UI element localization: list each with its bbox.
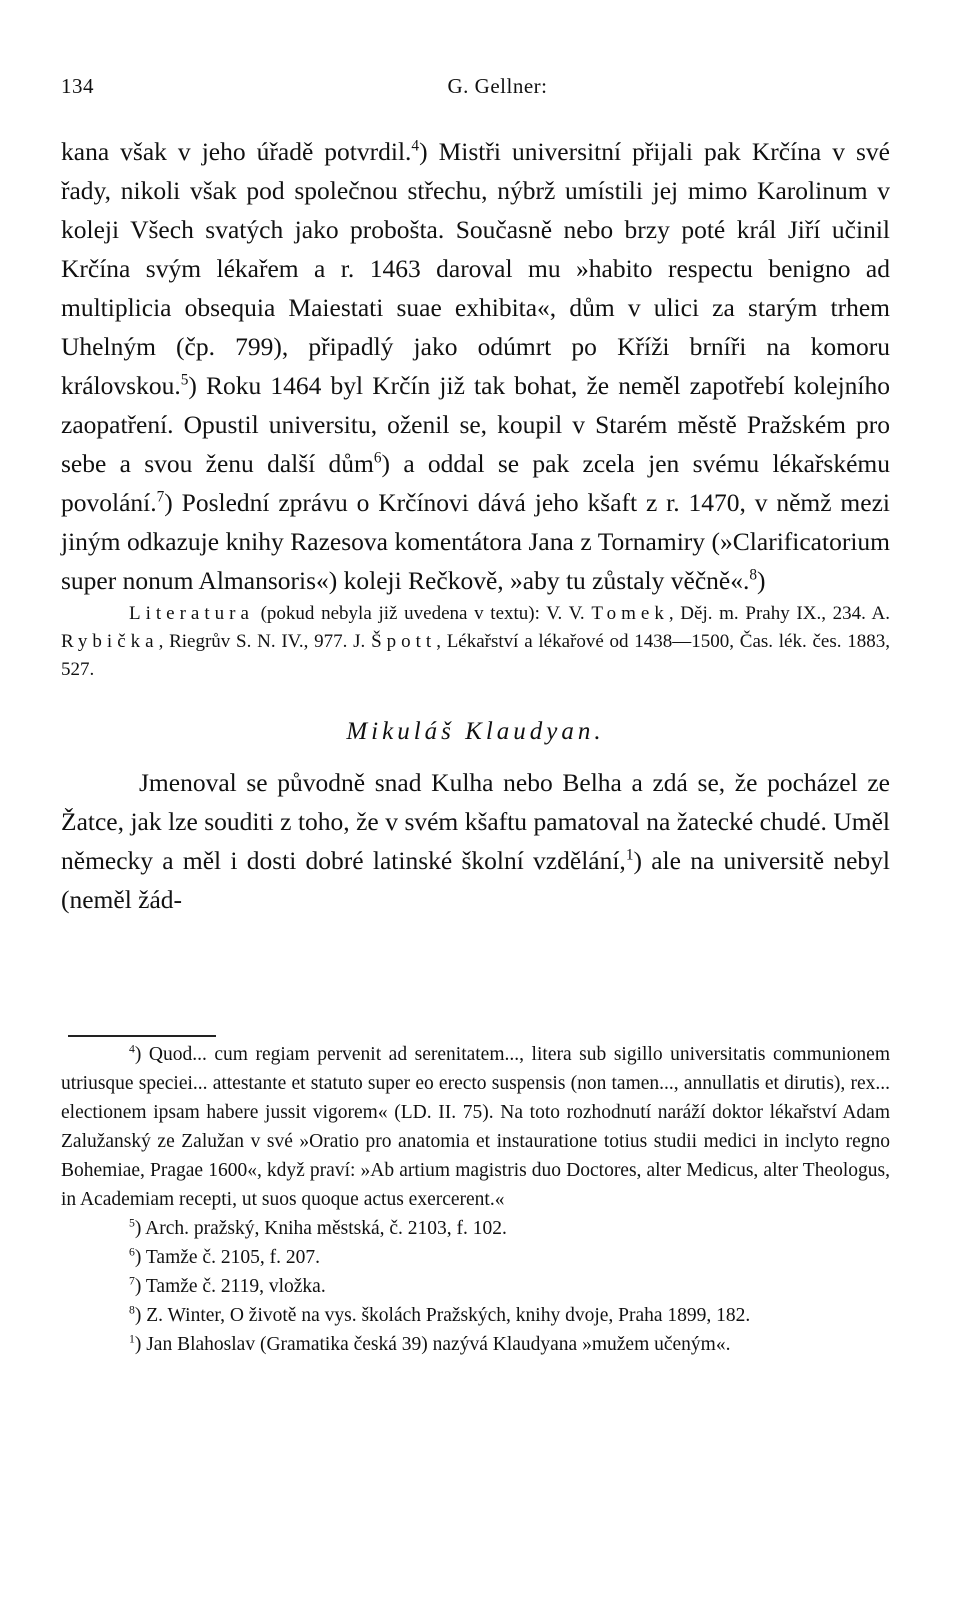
- footnote-text: ) Z. Winter, O životě na vys. školách Pražských, knihy dvoje, Praha 1899, 182.: [134, 1305, 751, 1326]
- page-number: 134: [61, 74, 94, 98]
- footnote-7: [61, 1272, 890, 1301]
- text-span: , Lékařství a lékařové od 1438—1500, Čas. lék. čes. 1883, 527.: [61, 631, 890, 680]
- footnote-divider: [68, 1035, 216, 1037]
- footnote-mark: 7: [129, 1274, 135, 1288]
- footnote-ref-8: 8: [749, 566, 758, 584]
- text-span: , Riegrův S. N. IV., 977. J.: [158, 631, 372, 652]
- author-name: Rybička: [61, 631, 159, 652]
- main-text: [61, 132, 890, 919]
- footnote-mark: 4: [129, 1042, 135, 1056]
- running-title: G. Gellner:: [447, 74, 548, 98]
- literature-note: [61, 600, 890, 684]
- footnote-ref-4: 4: [411, 137, 420, 155]
- footnote-text: ) Jan Blahoslav (Gramatika česká 39) nazývá Klaudyana »mužem učeným«.: [134, 1334, 731, 1355]
- footnote-ref-7: 7: [156, 488, 165, 506]
- footnote-mark: 1: [129, 1332, 135, 1346]
- footnote-mark: 8: [129, 1303, 135, 1317]
- text-span: ) ale na universitě nebyl (neměl žád-: [61, 846, 890, 914]
- footnote-5: [61, 1214, 890, 1243]
- footnote-text: ) Quod... cum regiam pervenit ad serenitatem..., litera sub sigillo universitatis communionem utriusque speciei... attestante et statuto super eo erecto suspensis (non tamen..., annullatis et dirutis), rex... electionem ipsam habere jussit vigorem« (LD. II. 75). Na toto rozhodnutí naráží doktor lékařství Adam Zalužanský ze Zalužan v své »Oratio pro anatomia et instauratione totius studii medici in inclyto regno Bohemiae, Pragae 1600«, když praví: »Ab artium magistris duo Doctores, alter Medicus, alter Theologus, in Academiam recepti, ut suos quoque actus exercerent.«: [61, 1044, 890, 1210]
- footnote-text: ) Arch. pražský, Kniha městská, č. 2103, f. 102.: [134, 1218, 507, 1239]
- footnote-mark: 5: [129, 1216, 135, 1230]
- text-span: ) Poslední zprávu o Krčínovi dává jeho kšaft z r. 1470, v němž mezi jiným odkazuje knihy Razesova komentátora Jana z Tornamiry (»Clarificatorium super nonum Almansoris«) koleji Rečkově, »aby tu zůstaly věčně«.: [61, 488, 890, 595]
- footnotes: [61, 1040, 890, 1359]
- author-name: Špott: [371, 631, 437, 652]
- text-span: ) Roku 1464 byl Krčín již tak bohat, že neměl zapotřebí kolejního zaopatření. Opustil universitu, oženil se, koupil v Starém městě Pražském pro sebe a svou ženu další dům: [61, 371, 890, 478]
- paragraph-klaudyan: [61, 763, 890, 919]
- author-name: Tomek: [591, 603, 669, 624]
- text-span: ) Mistři universitní přijali pak Krčína v své řady, nikoli však pod společnou střechu, nýbrž umístili jej mimo Karolinum v koleji Všech svatých jako probošta. Současně nebo brzy poté král Jiří učinil Krčína svým lékařem a r. 1463 daroval mu »habito respectu benigno ad multiplicia obsequia Maiestati suae exhibita«, dům v ulici za starým trhem Uhelným (čp. 799), připadlý jako odúmrt po Kříži brníři na komoru královskou.: [61, 137, 891, 400]
- page-header: [61, 74, 894, 106]
- text-span: kana však v jeho úřadě potvrdil.: [61, 137, 412, 166]
- footnote-1: [61, 1330, 890, 1359]
- footnote-6: [61, 1243, 890, 1272]
- text-span: (pokud nebyla již uvedena v textu): V. V.: [253, 603, 592, 624]
- footnote-mark: 6: [129, 1245, 135, 1259]
- footnote-ref-1: 1: [625, 846, 634, 864]
- footnote-text: ) Tamže č. 2119, vložka.: [134, 1276, 326, 1297]
- chapter-title: Mikuláš Klaudyan.: [346, 718, 605, 745]
- footnote-8: [61, 1301, 890, 1330]
- footnote-4: [61, 1040, 890, 1214]
- paragraph-krcin: [61, 132, 890, 600]
- literature-label: Literatura: [129, 603, 254, 624]
- footnote-ref-6: 6: [373, 449, 382, 467]
- text-span: Jmenoval se původně snad Kulha nebo Belha a zdá se, že pocházel ze Žatce, jak lze souditi z toho, že v svém kšaftu pamatoval na žatecké chudé. Uměl německy a měl i dosti dobré latinské školní vzdělání,: [61, 768, 890, 875]
- footnote-text: ) Tamže č. 2105, f. 207.: [134, 1247, 320, 1268]
- text-span: ) a oddal se pak zcela jen svému lékařskému povolání.: [61, 449, 891, 517]
- text-span: ): [757, 566, 766, 595]
- footnote-ref-5: 5: [180, 371, 189, 389]
- text-span: , Děj. m. Prahy IX., 234. A.: [668, 603, 890, 624]
